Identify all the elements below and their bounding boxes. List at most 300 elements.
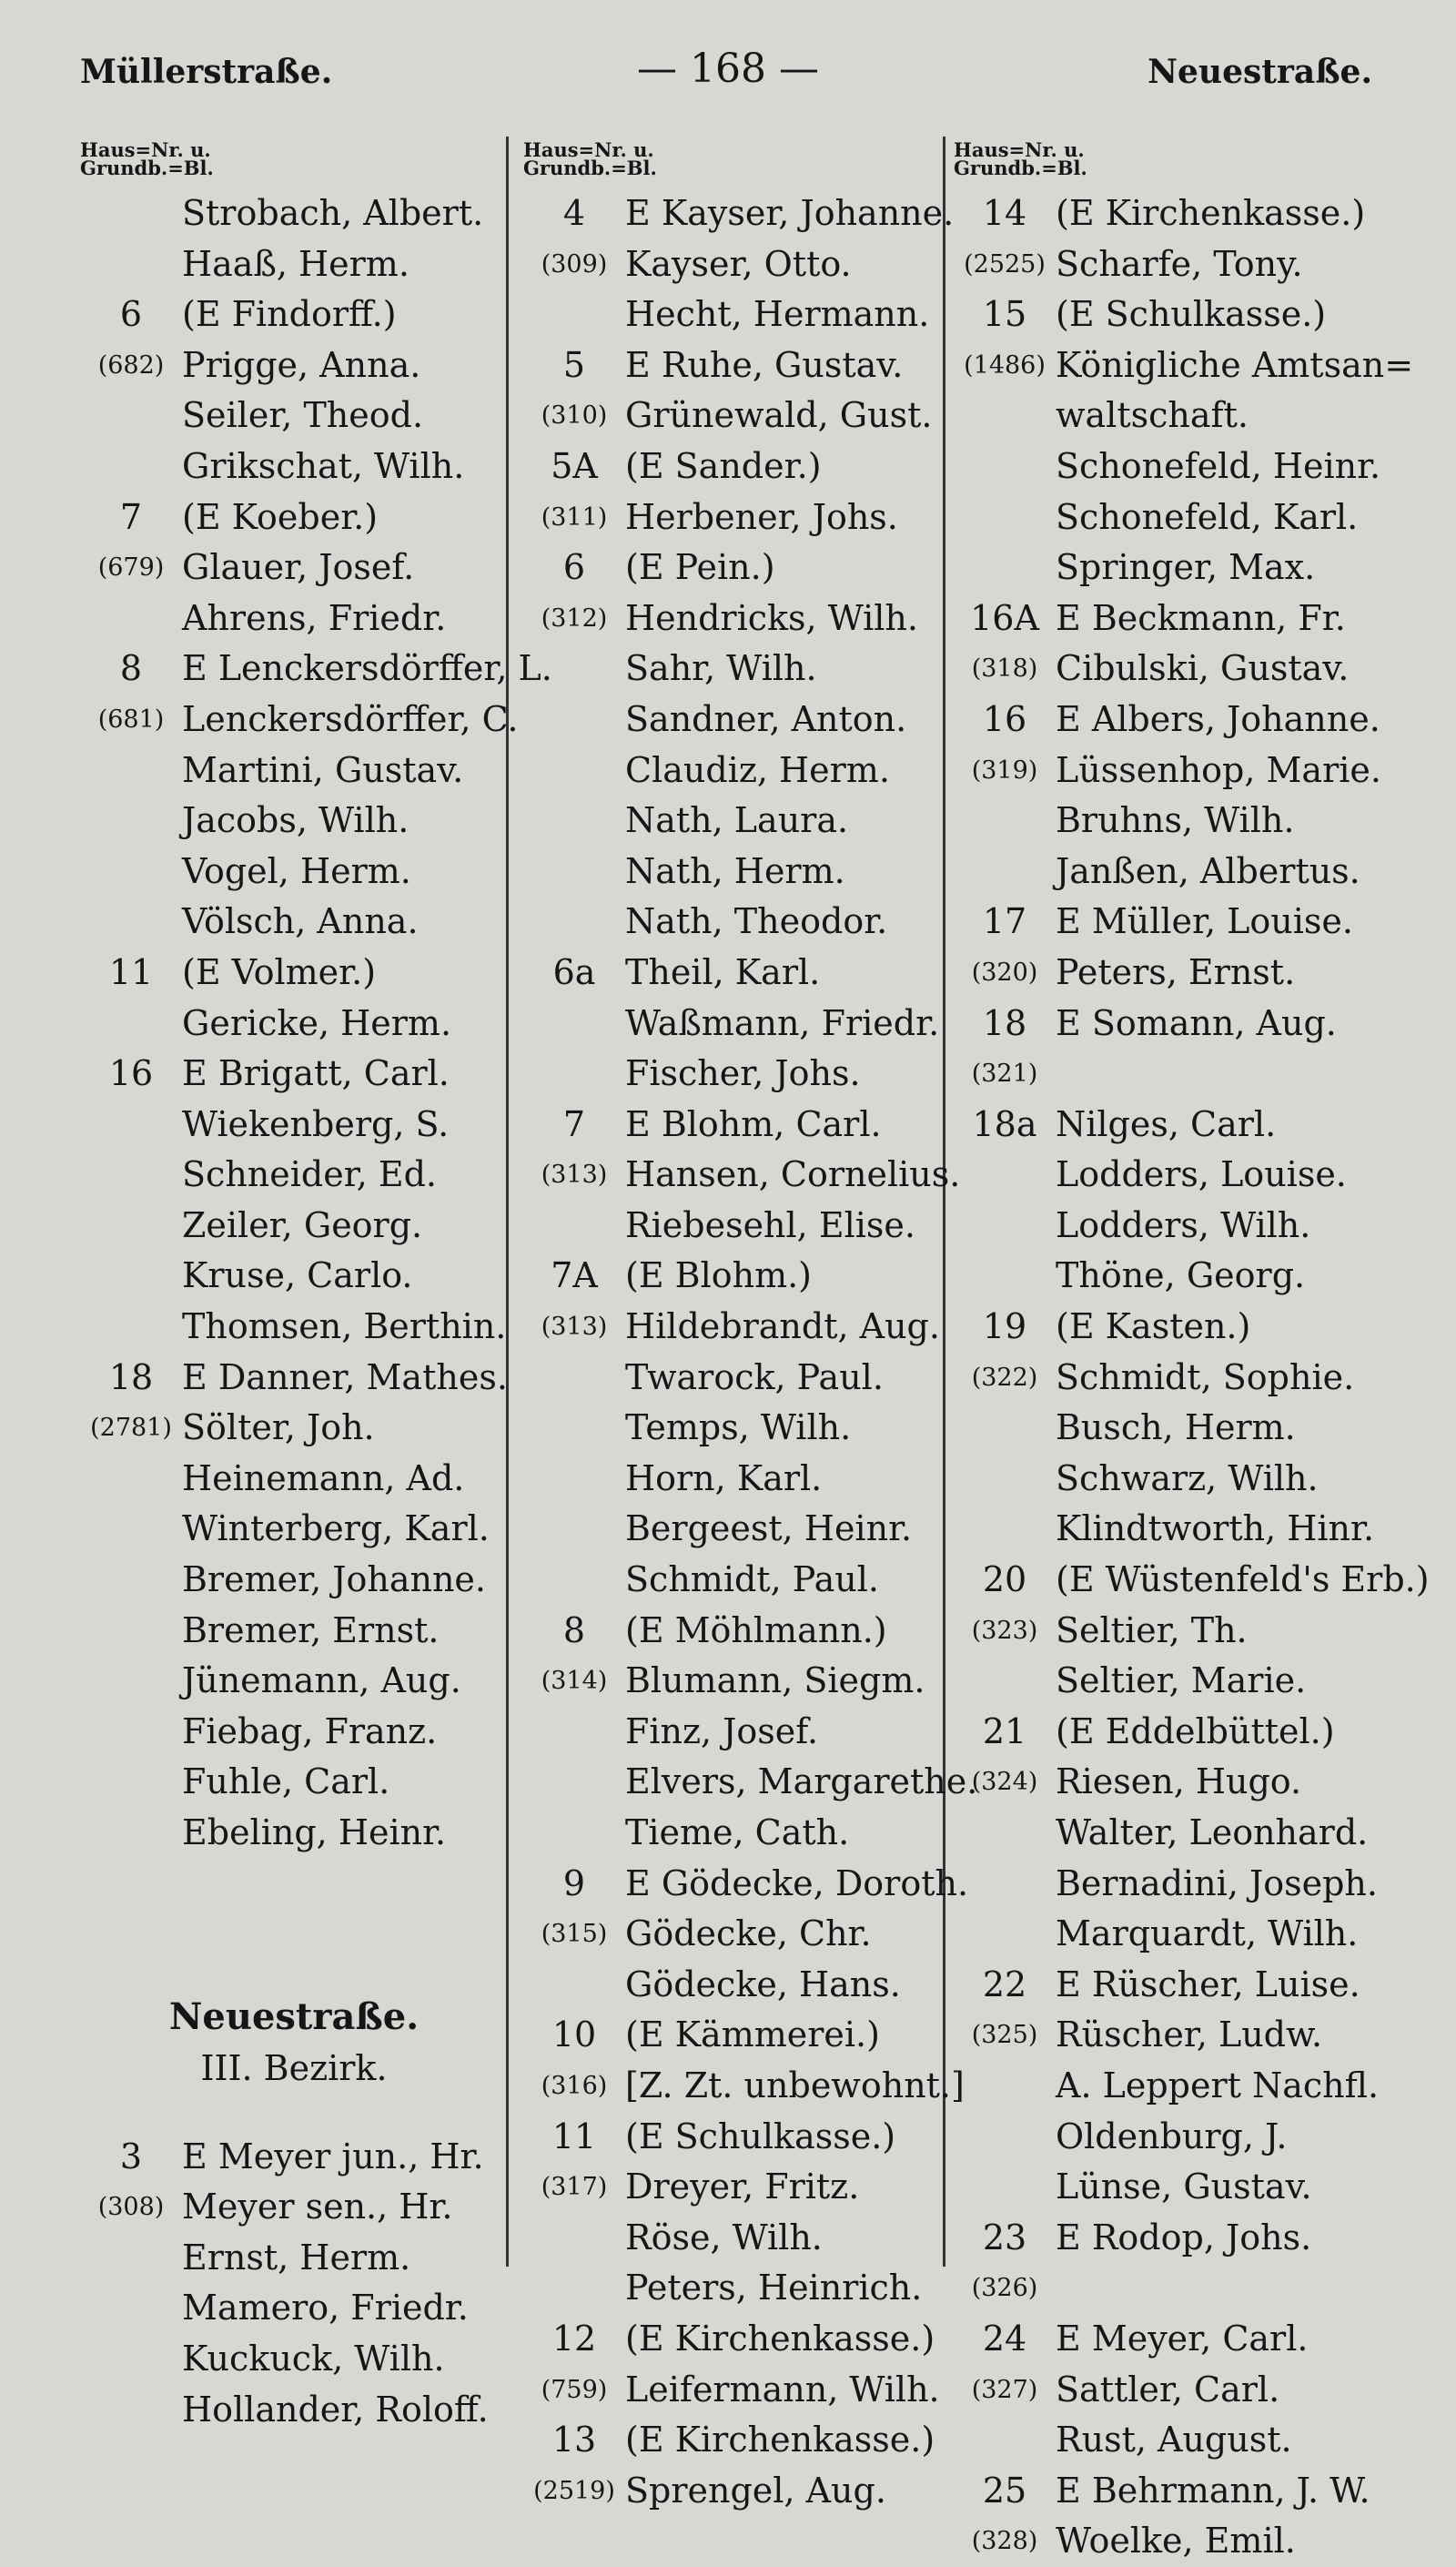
resident-name: Nath, Herm.	[625, 850, 845, 891]
house-number: (325)	[971, 2021, 1038, 2050]
house-number: 20	[982, 1559, 1027, 1600]
resident-name: waltschaft.	[1056, 395, 1249, 436]
resident-name: E Rodop, Johs.	[1056, 2217, 1312, 2258]
resident-name: Bremer, Ernst.	[182, 1609, 440, 1650]
list-item	[80, 1606, 508, 1657]
list-item	[80, 1251, 508, 1302]
list-item	[523, 1808, 951, 1859]
resident-name: Riebesehl, Elise.	[625, 1204, 915, 1245]
house-number: 6a	[552, 951, 596, 992]
list-item	[80, 1656, 508, 1707]
list-item	[523, 897, 951, 948]
page-number: — 168 —	[637, 46, 819, 92]
list-item	[954, 897, 1390, 948]
resident-name: (E Schulkasse.)	[1056, 294, 1327, 335]
resident-name: E Brigatt, Carl.	[182, 1053, 450, 1094]
list-item	[954, 1201, 1390, 1252]
resident-name: Grünewald, Gust.	[625, 395, 933, 436]
house-number: 5	[562, 344, 586, 385]
house-number: (2781)	[90, 1414, 172, 1443]
list-item	[523, 1100, 951, 1151]
house-number: 18	[982, 1002, 1027, 1043]
resident-name: (E Sander.)	[625, 445, 822, 486]
list-item	[954, 239, 1390, 290]
list-item	[80, 2233, 508, 2284]
resident-name: Haaß, Herm.	[182, 243, 410, 284]
list-item	[523, 1707, 951, 1758]
list-item	[954, 1555, 1430, 1606]
list-item	[80, 1049, 508, 1100]
house-number: 16	[982, 698, 1027, 739]
house-number: (323)	[971, 1616, 1038, 1645]
list-item	[80, 796, 508, 847]
house-number: 3	[119, 2136, 143, 2176]
resident-name: Seltier, Marie.	[1056, 1660, 1307, 1701]
list-item	[954, 1909, 1390, 1960]
list-item	[80, 1454, 508, 1505]
house-number: (321)	[971, 1060, 1038, 1089]
resident-name: Gödecke, Hans.	[625, 1963, 901, 2004]
resident-name: Busch, Herm.	[1056, 1407, 1296, 1448]
list-item	[954, 289, 1390, 340]
list-item	[523, 1656, 951, 1707]
resident-name: Lünse, Gustav.	[1056, 2166, 1312, 2207]
resident-name: Thomsen, Berthin.	[182, 1306, 507, 1347]
resident-name: Springer, Max.	[1056, 547, 1316, 588]
list-item	[523, 391, 951, 441]
list-item	[80, 948, 508, 999]
column-2	[523, 138, 978, 2516]
list-item	[523, 2213, 951, 2264]
list-item	[954, 340, 1414, 391]
list-item	[523, 644, 951, 695]
house-number: 18	[108, 1356, 154, 1397]
list-item	[523, 2112, 951, 2163]
resident-name: Martini, Gustav.	[182, 749, 464, 790]
house-number: (324)	[971, 1768, 1038, 1797]
resident-name: Claudiz, Herm.	[625, 749, 890, 790]
house-number: 8	[119, 648, 143, 689]
list-item	[80, 1403, 508, 1454]
resident-name: Seiler, Theod.	[182, 395, 424, 436]
list-item	[80, 594, 508, 644]
running-head-left: Müllerstraße.	[80, 53, 333, 91]
resident-name: Gericke, Herm.	[182, 1002, 452, 1043]
resident-name: Sandner, Anton.	[625, 698, 907, 739]
resident-name: Nath, Laura.	[625, 800, 849, 841]
column-3	[954, 138, 1430, 2567]
running-head-right: Neuestraße.	[1148, 53, 1372, 91]
house-number: 19	[982, 1306, 1027, 1347]
house-number: (679)	[97, 553, 165, 583]
list-item	[954, 1859, 1390, 1910]
list-item	[954, 2263, 1390, 2314]
list-item	[80, 2132, 508, 2183]
list-item	[954, 492, 1390, 543]
house-number: (311)	[541, 502, 608, 532]
resident-name: Theil, Karl.	[625, 951, 821, 992]
list-item	[954, 948, 1390, 999]
house-number: (759)	[541, 2375, 608, 2404]
list-item	[954, 796, 1390, 847]
resident-name: Waßmann, Friedr.	[625, 1002, 940, 1043]
house-number: (309)	[541, 249, 608, 279]
list-item	[523, 2466, 951, 2517]
list-item	[80, 239, 508, 290]
resident-name: (E Kirchenkasse.)	[1056, 193, 1366, 233]
list-item	[954, 391, 1390, 441]
list-item	[954, 1454, 1390, 1505]
house-number: (682)	[97, 350, 165, 380]
resident-name: Ebeling, Heinr.	[182, 1812, 447, 1852]
list-item	[954, 2010, 1390, 2061]
list-item	[954, 2466, 1390, 2517]
resident-name: (E Pein.)	[625, 547, 775, 588]
house-number: 7A	[551, 1255, 598, 1296]
resident-name: E Gödecke, Doroth.	[625, 1862, 969, 1903]
resident-name: Lüssenhop, Marie.	[1056, 749, 1381, 790]
resident-name: Hecht, Hermann.	[625, 294, 930, 335]
resident-name: Kruse, Carlo.	[182, 1255, 413, 1296]
resident-name: Strobach, Albert.	[182, 193, 484, 233]
list-item	[523, 1302, 951, 1353]
resident-name: Nilges, Carl.	[1056, 1103, 1277, 1144]
house-number: (326)	[971, 2274, 1038, 2303]
resident-name: Schmidt, Sophie.	[1056, 1356, 1355, 1397]
list-item	[523, 2314, 951, 2365]
resident-name: Tieme, Cath.	[625, 1812, 850, 1852]
house-number: 15	[982, 294, 1027, 335]
list-item	[523, 948, 951, 999]
resident-name: Temps, Wilh.	[625, 1407, 852, 1448]
list-item	[80, 746, 508, 796]
list-item	[954, 1707, 1390, 1758]
list-item	[80, 441, 508, 492]
list-item	[954, 2061, 1390, 2112]
resident-name: (E Volmer.)	[182, 951, 377, 992]
house-number: 16	[108, 1053, 154, 1094]
resident-name: Meyer sen., Hr.	[182, 2187, 453, 2227]
list-item	[80, 999, 508, 1050]
list-item	[523, 1049, 951, 1100]
resident-name: Sprengel, Aug.	[625, 2470, 886, 2511]
list-item	[523, 594, 951, 644]
list-item	[80, 543, 508, 594]
resident-name: Winterberg, Karl.	[182, 1508, 490, 1549]
list-item	[80, 289, 508, 340]
list-item	[80, 1707, 508, 1758]
list-item	[954, 2314, 1390, 2365]
resident-name: (E Findorff.)	[182, 294, 397, 335]
resident-name: Kuckuck, Wilh.	[182, 2338, 445, 2379]
resident-name: Glauer, Josef.	[182, 547, 415, 588]
list-item	[954, 1100, 1390, 1151]
list-item	[523, 543, 951, 594]
resident-name: Wiekenberg, S.	[182, 1103, 450, 1144]
resident-name: E Beckmann, Fr.	[1056, 597, 1346, 638]
resident-name: Bergeest, Heinr.	[625, 1508, 913, 1549]
section-title: Neuestraße.	[168, 1994, 420, 2038]
list-item	[954, 1606, 1390, 1657]
house-number: 4	[562, 193, 586, 233]
resident-name: Mamero, Friedr.	[182, 2288, 469, 2329]
resident-name: (E Wüstenfeld's Erb.)	[1056, 1559, 1430, 1600]
list-item	[954, 999, 1390, 1050]
resident-name: Walter, Leonhard.	[1056, 1812, 1369, 1852]
resident-name: (E Möhlmann.)	[625, 1609, 887, 1650]
resident-name: E Meyer, Carl.	[1056, 2318, 1309, 2359]
house-number: 7	[119, 496, 143, 537]
house-number: (1486)	[964, 350, 1046, 380]
resident-name: Schonefeld, Karl.	[1056, 496, 1359, 537]
resident-name: Jacobs, Wilh.	[182, 800, 410, 841]
resident-name: Seltier, Th.	[1056, 1609, 1248, 1650]
resident-name: Heinemann, Ad.	[182, 1457, 465, 1498]
list-item	[80, 492, 508, 543]
resident-name: E Kayser, Johanne.	[625, 193, 955, 233]
house-number: (320)	[971, 958, 1038, 987]
list-item	[80, 1302, 508, 1353]
list-item	[954, 1960, 1390, 2011]
list-item	[523, 239, 951, 290]
list-item	[523, 1960, 951, 2011]
resident-name: Fuhle, Carl.	[182, 1761, 390, 1802]
list-item	[80, 847, 508, 898]
list-item	[954, 2415, 1390, 2466]
resident-name: Lenckersdörffer, C.	[182, 698, 519, 739]
list-item	[523, 1504, 951, 1555]
resident-name: A. Leppert Nachfl.	[1056, 2065, 1380, 2105]
list-item	[954, 2162, 1390, 2213]
house-number: 9	[562, 1862, 586, 1903]
list-item	[523, 2365, 951, 2416]
resident-name: Kayser, Otto.	[625, 243, 852, 284]
list-item	[80, 188, 508, 239]
house-number: (313)	[541, 1161, 608, 1190]
resident-name: Vogel, Herm.	[182, 850, 411, 891]
house-number: 13	[551, 2420, 597, 2460]
house-number: (322)	[971, 1363, 1038, 1392]
resident-name: Röse, Wilh.	[625, 2217, 823, 2258]
list-item	[954, 1403, 1390, 1454]
list-item	[954, 2213, 1390, 2264]
list-item	[523, 1251, 951, 1302]
list-item	[80, 1353, 508, 1404]
list-item	[80, 391, 508, 441]
resident-name: Finz, Josef.	[625, 1710, 819, 1751]
list-item	[523, 1353, 951, 1404]
list-item	[523, 2010, 951, 2061]
house-number: 11	[108, 951, 154, 992]
list-item	[80, 1757, 508, 1808]
house-number: (328)	[971, 2527, 1038, 2556]
resident-name: Rust, August.	[1056, 2420, 1292, 2460]
list-item	[523, 289, 951, 340]
resident-name: Schonefeld, Heinr.	[1056, 445, 1381, 486]
house-number: (308)	[97, 2193, 165, 2222]
resident-name: (E Kämmerei.)	[625, 2014, 880, 2055]
house-number: 8	[562, 1609, 586, 1650]
house-number: (310)	[541, 401, 608, 431]
list-item	[954, 1656, 1390, 1707]
resident-name: Klindtworth, Hinr.	[1056, 1508, 1375, 1549]
resident-name: Sahr, Wilh.	[625, 648, 817, 689]
list-item	[954, 441, 1390, 492]
list-item	[954, 2516, 1390, 2567]
resident-name: Twarock, Paul.	[625, 1356, 884, 1397]
list-item	[954, 695, 1390, 746]
resident-name: Leifermann, Wilh.	[625, 2369, 940, 2410]
list-item	[954, 847, 1390, 898]
list-item	[80, 695, 519, 746]
resident-name: E Lenckersdörffer, L.	[182, 648, 552, 689]
resident-name: Blumann, Siegm.	[625, 1660, 925, 1701]
list-item	[523, 1403, 951, 1454]
list-item	[954, 2112, 1390, 2163]
house-number: 11	[551, 2115, 597, 2156]
house-number: 10	[551, 2014, 597, 2055]
list-item	[523, 1150, 961, 1201]
resident-name: E Meyer jun., Hr.	[182, 2136, 484, 2176]
list-item	[80, 2182, 508, 2233]
house-number: (681)	[97, 705, 165, 734]
house-number: (313)	[541, 1313, 608, 1342]
resident-name: Woelke, Emil.	[1056, 2521, 1296, 2562]
list-item	[80, 340, 508, 391]
list-item	[523, 188, 955, 239]
house-number: (2519)	[533, 2476, 615, 2505]
list-item	[954, 1504, 1390, 1555]
column-header: Haus=Nr. u. Grundb.=Bl.	[523, 138, 657, 179]
resident-name: Ernst, Herm.	[182, 2237, 411, 2278]
house-number: 22	[982, 1963, 1027, 2004]
house-number: 12	[551, 2318, 597, 2359]
list-item	[954, 644, 1390, 695]
house-number: 6	[562, 547, 586, 588]
resident-name: E Müller, Louise.	[1056, 901, 1353, 942]
resident-name: Cibulski, Gustav.	[1056, 648, 1350, 689]
resident-name: Königliche Amtsan=	[1056, 344, 1414, 385]
list-item	[523, 2162, 951, 2213]
column-header: Haus=Nr. u. Grundb.=Bl.	[954, 138, 1087, 179]
list-item	[523, 1201, 951, 1252]
resident-name: Hollander, Roloff.	[182, 2389, 489, 2430]
house-number: (327)	[971, 2375, 1038, 2404]
house-number: 18a	[972, 1103, 1037, 1144]
list-item	[523, 1606, 951, 1657]
house-number: 25	[982, 2470, 1027, 2511]
list-item	[80, 2334, 508, 2385]
resident-name: E Ruhe, Gustav.	[625, 344, 904, 385]
resident-name: E Albers, Johanne.	[1056, 698, 1380, 739]
resident-name: (E Blohm.)	[625, 1255, 813, 1296]
resident-name: (E Koeber.)	[182, 496, 379, 537]
resident-name: Fischer, Johs.	[625, 1053, 861, 1094]
list-item	[80, 2385, 508, 2436]
resident-name: Bruhns, Wilh.	[1056, 800, 1295, 841]
resident-name: Hansen, Cornelius.	[625, 1154, 961, 1195]
resident-name: Prigge, Anna.	[182, 344, 421, 385]
resident-name: Peters, Heinrich.	[625, 2268, 923, 2308]
list-item	[523, 1909, 951, 1960]
resident-name: (E Schulkasse.)	[625, 2115, 896, 2156]
house-number: (315)	[541, 1920, 608, 1949]
resident-name: Elvers, Margarethe.	[625, 1761, 978, 1802]
list-item	[80, 2283, 508, 2334]
resident-name: Riesen, Hugo.	[1056, 1761, 1302, 1802]
resident-name: Hildebrandt, Aug.	[625, 1306, 940, 1347]
list-item	[954, 746, 1390, 796]
resident-name: Lodders, Wilh.	[1056, 1204, 1311, 1245]
list-item	[954, 188, 1390, 239]
list-item	[523, 796, 951, 847]
house-number: (317)	[541, 2173, 608, 2202]
list-item	[523, 1555, 951, 1606]
house-number: (2525)	[964, 249, 1046, 279]
resident-name: Rüscher, Ludw.	[1056, 2014, 1323, 2055]
list-item	[523, 1454, 951, 1505]
resident-name: Horn, Karl.	[625, 1457, 823, 1498]
resident-name: Nath, Theodor.	[625, 901, 888, 942]
section-subtitle: III. Bezirk.	[200, 2047, 388, 2088]
resident-name: Fiebag, Franz.	[182, 1710, 438, 1751]
list-item	[954, 1150, 1390, 1201]
resident-name: Marquardt, Wilh.	[1056, 1913, 1359, 1954]
resident-name: Oldenburg, J.	[1056, 2115, 1288, 2156]
house-number: 21	[982, 1710, 1027, 1751]
resident-name: Peters, Ernst.	[1056, 951, 1296, 992]
list-item	[523, 999, 951, 1050]
house-number: 16A	[970, 597, 1039, 638]
resident-name: (E Eddelbüttel.)	[1056, 1710, 1335, 1751]
list-item	[954, 1757, 1390, 1808]
resident-name: E Behrmann, J. W.	[1056, 2470, 1370, 2511]
list-item	[954, 1251, 1390, 1302]
resident-name: Scharfe, Tony.	[1056, 243, 1303, 284]
list-item	[80, 1100, 508, 1151]
resident-name: Janßen, Albertus.	[1056, 850, 1360, 891]
list-item	[954, 1049, 1390, 1100]
resident-name: Sattler, Carl.	[1056, 2369, 1280, 2410]
list-item	[523, 1757, 978, 1808]
list-item	[523, 2415, 951, 2466]
list-item	[523, 847, 951, 898]
house-number: 6	[119, 294, 143, 335]
house-number: (312)	[541, 604, 608, 633]
resident-name: Hendricks, Wilh.	[625, 597, 918, 638]
list-item	[523, 441, 951, 492]
list-item	[523, 1859, 969, 1910]
resident-name: Jünemann, Aug.	[182, 1660, 461, 1701]
list-item	[80, 1150, 508, 1201]
resident-name: Bernadini, Joseph.	[1056, 1862, 1378, 1903]
house-number: 17	[982, 901, 1027, 942]
resident-name: Grikschat, Wilh.	[182, 445, 465, 486]
list-item	[954, 594, 1390, 644]
house-number: (319)	[971, 756, 1038, 785]
house-number: 14	[982, 193, 1027, 233]
resident-name: [Z. Zt. unbewohnt.]	[625, 2065, 965, 2105]
resident-name: Gödecke, Chr.	[625, 1913, 872, 1954]
column-header: Haus=Nr. u. Grundb.=Bl.	[80, 138, 214, 179]
resident-name: Schwarz, Wilh.	[1056, 1457, 1319, 1498]
resident-name: Schmidt, Paul.	[625, 1559, 879, 1600]
list-item	[80, 1201, 508, 1252]
list-item	[80, 644, 552, 695]
list-item	[954, 1808, 1390, 1859]
resident-name: Herbener, Johs.	[625, 496, 898, 537]
resident-name: Sölter, Joh.	[182, 1407, 375, 1448]
